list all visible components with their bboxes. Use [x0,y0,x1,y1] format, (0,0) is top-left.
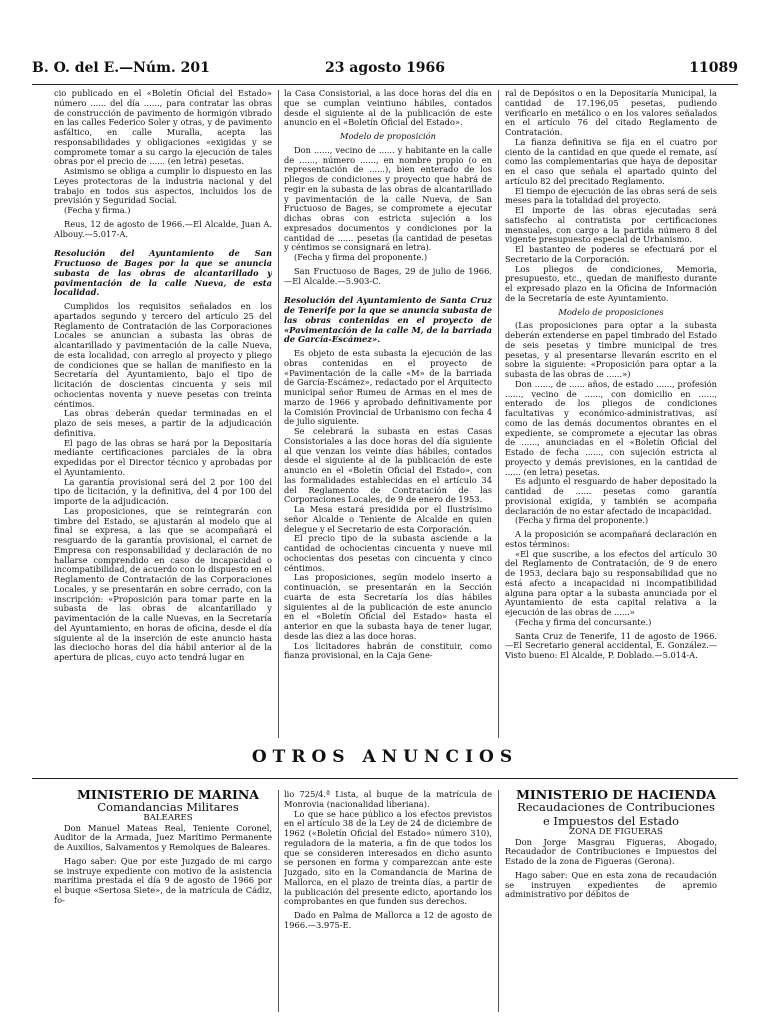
subheading: Comandancias Militares [97,799,239,814]
paragraph: El bastanteo de poderes se efectuará por el Secretario de la Corporación. [505,244,717,264]
column-divider [278,790,279,1012]
subheading: Recaudaciones de Contribuciones e Impuestos del Estado [517,799,715,828]
signature: Dado en Palma de Mallorca a 12 de agosto de 1966.—3.975-E. [284,910,492,930]
model-title: Modelo de proposiciones [558,306,664,317]
place-heading: ZONA DE FIGUERAS [569,826,663,837]
signature: Reus, 12 de agosto de 1966.—El Alcalde, Juan A. Albouy.—5.017-A. [54,218,272,239]
paragraph: «El que suscribe, a los efectos del artículo 30 del Reglamento de Contratación, de 9 de enero de 1953, declara bajo su responsabilidad que no está afecto a incapacidad ni incompatibilidad alguna para optar a la subasta anunciada por el Ayuntamiento de esta capital relativa a la ejecución de las obras de ......» [505,548,717,617]
paragraph: Don Jorge Masgrau Figueras, Abogado, Recaudador de Contribuciones e Impuestos del Estado de la zona de Figueras (Gerona). [505,836,717,866]
notice-title: Resolución del Ayuntamiento de Santa Cruz de Tenerife por la que se anuncia subasta de las obras contenidas en el proyecto de «Pavimentación de la calle M, de la barriada de García-Escámez». [284,295,492,345]
page-number: 11089 [689,60,738,76]
section-title: OTROS ANUNCIOS [251,747,519,767]
paragraph: El tiempo de ejecución de las obras será de seis meses para la totalidad del proyecto. [505,185,717,206]
paragraph: Es objeto de esta subasta la ejecución de las obras contenidas en el proyecto de «Pavimentación de la calle «M» de la barriada de García-Escámez», redactado por el Arquitecto municipal señor Rumeu de Armas en el mes de marzo de 1966 y aprobado definitivamente por la Comisión Provincial de Urbanismo con fecha 4 de julio siguiente. [284,348,492,427]
bottom-column-3 [505,790,717,1012]
paragraph: El precio tipo de la subasta asciende a la cantidad de ochocientas cincuenta y nueve mil ochocientas dos pesetas con cincuenta y cinco céntimos. [284,533,492,573]
page-header [32,60,738,80]
paragraph: lio 725/4.ª Lista, al buque de la matrícula de Monrovia (nacionalidad liberiana). [284,790,492,809]
ministry-heading: MINISTERIO DE HACIENDA [516,790,716,802]
paragraph: A la proposición se acompañará declaración en estos términos: [505,529,717,549]
journal-reference: B. O. del E.—Núm. 201 [32,60,210,76]
ministry-heading: MINISTERIO DE MARINA [77,790,259,802]
place-heading: BALEARES [143,812,193,823]
paragraph: Las proposiciones, que se reintegrarán con timbre del Estado, se ajustarán al modelo que al final se expresa, a las que se acompañará el resguardo de la garantía provisional, el carnet de Empresa con responsabilidad y declaración de no hallarse comprendido en caso de incapacidad o incompatibilidad, de acuerdo con lo dispuesto en el Reglamento de Contratación de las Corporaciones Locales, y se presentarán en sobre cerrado, con la inscripción: «Proposición para tomar parte en la subasta de las obras de alcantarillado y pavimentación de la calle Nuevas, en la Secretaría del Ayuntamiento, en horas de oficina, desde el día siguiente al de la inserción de este anuncio hasta las dieciocho horas del día hábil anterior al de la apertura de plicas, cuyo acto tendrá lugar en [54,505,272,662]
paragraph: El pago de las obras se hará por la Depositaría mediante certificaciones parciales de la obra expedidas por el Director técnico y aprobadas por el Ayuntamiento. [54,437,272,477]
column-3 [505,89,717,737]
signature: San Fructuoso de Bages, 29 de julio de 1966.—El Alcalde.—5.903-C. [284,265,492,286]
paragraph: Cumplidos los requisitos señalados en los apartados segundo y tercero del artículo 25 del Reglamento de Contratación de las Corporaciones Locales se anuncian a subasta las obras de alcantarillado y pavimentación de la calle Nueva, de esta localidad, con arreglo al proyecto y pliego de condiciones que se hallan de manifiesto en la Secretaría del Ayuntamiento, bajo el tipo de licitación de doscientas cincuenta y seis mil ochocientas noventa y nueve pesetas con treinta céntimos. [54,301,272,409]
paragraph: Don ......, vecino de ...... y habitante en la calle de ......, número ......, en nombre propio (o en representación de ......), bien enterado de los pliegos de condiciones y proyecto que habrá de regir en la subasta de las obras de alcantarillado y pavimentación de la calle Nueva, de San Fructuoso de Bages, se compromete a ejecutar dichas obras con estricta sujeción a los expresados documentos y condiciones por la cantidad de ...... pesetas (la cantidad de pesetas y céntimos se consignará en letra). [284,144,492,253]
paragraph: ral de Depósitos o en la Depositaría Municipal, la cantidad de 17.196,05 pesetas, pudiendo verificarlo en metálico o en los valores señalados en el artículo 76 del citado Reglamento de Contratación. [505,89,717,137]
issue-date: 23 agosto 1966 [324,60,446,76]
paragraph: Don Manuel Mateas Real, Teniente Coronel, Auditor de la Armada, Juez Marítimo Permanente de Auxilios, Salvamentos y Remolques de Baleares. [54,822,272,852]
column-divider [278,90,279,738]
paragraph: cio publicado en el «Boletín Oficial del Estado» número ...... del día ......, para contratar las obras de construcción de pavimento de hormigón vibrado en las calles Federico Soler y otras, y de pavimento asfáltico, en calle Muralla, acepta las responsabilidades y obligaciones «exigidas y se compromete tomar a su cargo la ejecución de tales obras por el precio de ...... (en letra) pesetas. [54,89,272,167]
paragraph: Las obras deberán quedar terminadas en el plazo de seis meses, a partir de la adjudicación definitiva. [54,408,272,438]
paragraph: Don ......, de ...... años, de estado ......, profesión ......, vecino de ......, con domicilio en ......, enterado de los pliegos de condiciones facultativas y económico-administrativas, así como de las demás documentos obrantes en el expediente, se compromete a ejecutar las obras de ......, anunciadas en el «Boletín Oficial del Estado de fecha ......, con sujeción estricta al proyecto y demás previsiones, en la cantidad de ...... (en letra) pesetas. [505,378,717,477]
header-rule [32,84,738,85]
signature: Santa Cruz de Tenerife, 11 de agosto de 1966.—El Secretario general accidental, E. González.—Visto bueno: El Alcalde, P. Doblado.—5.014-A. [505,630,717,660]
bottom-column-2 [284,790,492,1012]
paragraph: la Casa Consistorial, a las doce horas del día en que se cumplan veintiuno hábiles, contados desde el siguiente al de la publicación de este anuncio en el «Boletín Oficial del Estado». [284,89,492,128]
paragraph: La fianza definitiva se fija en el cuatro por ciento de la cantidad en que quede el remate, así como las complementarias que haya de depositar en el caso que señala el apartado quinto del artículo 82 del precitado Reglamento. [505,136,717,186]
column-divider [498,90,499,738]
paragraph: El importe de las obras ejecutadas será satisfecho al contratista por certificaciones mensuales, con cargo a la partida número 8 del vigente presupuesto especial de Urbanismo. [505,205,717,245]
paragraph: (Fecha y firma del proponente.) [294,252,428,262]
paragraph: Los pliegos de condiciones, Memoria, presupuesto, etc., quedan de manifiesto durante el expresado plazo en la Oficina de Información de la Secretaría de este Ayuntamiento. [505,263,717,303]
notice-title: Resolución del Ayuntamiento de San Fructuoso de Bages por la que se anuncia subasta de las obras de alcantarillado y pavimentación de la calle Nueva, de esta localidad. [54,248,272,298]
paragraph: (Fecha y firma.) [64,205,131,215]
model-title: Modelo de proposición [340,131,436,141]
paragraph: Hago saber: Que por este Juzgado de mi cargo se instruye expediente con motivo de la asistencia marítima prestada el día 9 de agosto de 1966 por el buque «Sertosa Siete», de la matrícula de Cádiz, fo- [54,855,272,905]
column-divider [498,790,499,1012]
paragraph: (Las proposiciones para optar a la subasta deberán extenderse en papel timbrado del Estado de seis pesetas y timbre municipal de tres pesetas, y al presentarse llevarán escrito en el sobre la siguiente: «Proposición para optar a la subasta de las obras de ......») [505,320,717,379]
paragraph: Hago saber: Que en esta zona de recaudación se instruyen expedientes de apremio administrativo por débitos de [505,869,717,900]
bottom-column-1 [54,790,272,1012]
column-1 [54,89,272,737]
paragraph: Lo que se hace público a los efectos previstos en el artículo 38 de la Ley de 24 de diciembre de 1962 («Boletín Oficial del Estado» número 310), reguladora de la materia, a fin de que todos los que se consideren interesados en dicho asunto se personen en forma y comparezcan ante este Juzgado, sito en la Comandancia de Marina de Mallorca, en el plazo de treinta días, a partir de la publicación del presente edicto, aportando los comprobantes en que funden sus derechos. [284,808,492,907]
section-rule [32,778,738,779]
paragraph: Los licitadores habrán de constituir, como fianza provisional, en la Caja Gene- [284,640,492,661]
paragraph: La garantía provisional será del 2 por 100 del tipo de licitación, y la definitiva, del 4 por 100 del importe de la adjudicación. [54,476,272,506]
paragraph: (Fecha y firma del proponente.) [515,515,649,526]
paragraph: Se celebrará la subasta en estas Casas Consistoriales a las doce horas del día siguiente al que venzan los veinte días hábiles, contados desde el siguiente al de la publicación de este anuncio en el «Boletín Oficial del Estado», con las formalidades establecidas en el artículo 34 del Reglamento de Contratación de las Corporaciones Locales, de 9 de enero de 1953. [284,426,492,505]
paragraph: Asimismo se obliga a cumplir lo dispuesto en las Leyes protectoras de la industria nacional y del trabajo en todos sus aspectos, incluidos los de previsión y Seguridad Social. [54,166,272,206]
paragraph: La Mesa estará presidida por el Ilustrísimo señor Alcalde o Teniente de Alcalde en quien delegue y el Secretario de esta Corporación. [284,504,492,534]
paragraph: Las proposiciones, según modelo inserto a continuación, se presentarán en la Sección cuarta de esta Secretaría los días hábiles siguientes al de la publicación de este anuncio en el «Boletín Oficial del Estado» hasta el anterior en que la subasta haya de tener lugar, desde las diez a las doce horas. [284,572,492,641]
paragraph: Es adjunto el resguardo de haber depositado la cantidad de ...... pesetas como garantía provisional exigida, y también se acompaña declaración de no estar afectado de incapacidad. [505,476,717,516]
column-2 [284,89,492,737]
paragraph: (Fecha y firma del concursante.) [515,616,652,627]
